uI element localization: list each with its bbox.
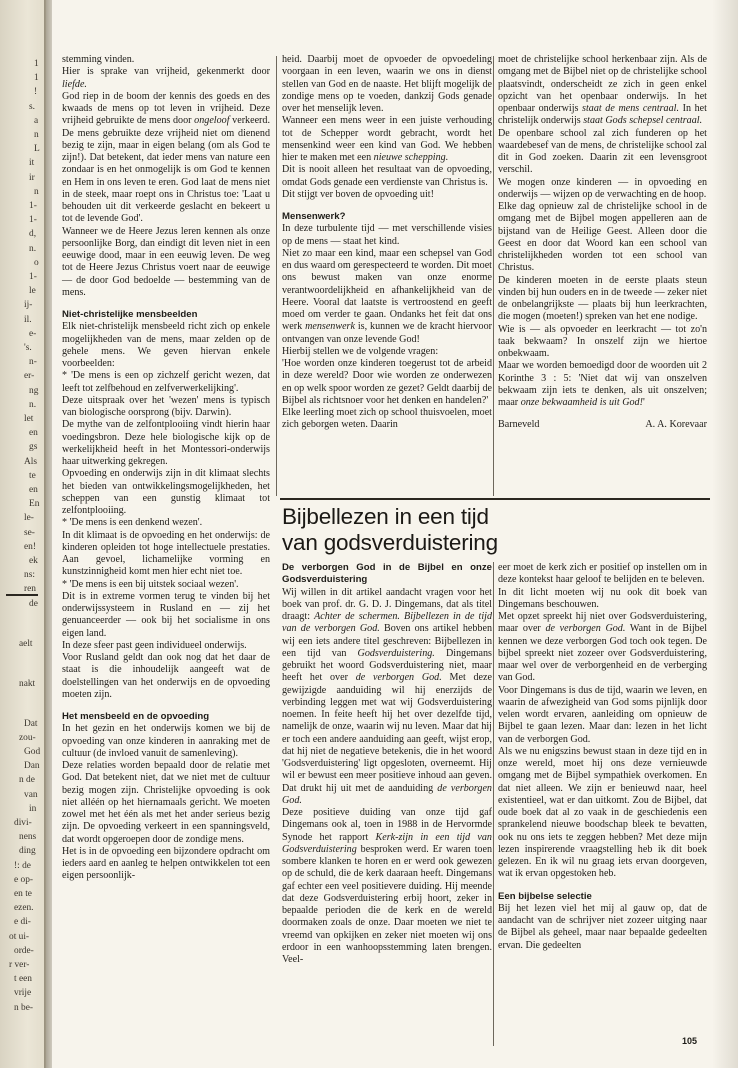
column-divider — [493, 56, 494, 496]
section-heading: Het mensbeeld en de opvoeding — [62, 711, 210, 722]
facing-page-fragment: En — [29, 499, 40, 510]
section-heading: Niet-christelijke mensbeelden — [62, 309, 198, 320]
paragraph: Dit stijgt ver boven de opvoeding uit! — [282, 188, 434, 200]
facing-page-fragment: divi- — [14, 818, 32, 828]
paragraph: De kinderen moeten in de eerste plaats steun vinden bij hun ouders en in de tweede — zeker niet de onbelangrijkste — plaats bij hun leerkrachten, die mogen (moeten!) spreken van het ene nodige. — [498, 274, 707, 323]
paragraph: In het gezin en het onderwijs komen we bij de opvoeding van onze kinderen in aanraking met de cultuur (de invloed vanuit de samenleving). — [62, 723, 270, 759]
facing-page-fragment: te — [29, 470, 36, 481]
facing-page-fragment: se- — [24, 527, 35, 538]
column-1-article-bijbellezen — [282, 562, 492, 966]
facing-page-fragment: nens — [19, 832, 37, 843]
article-headline — [282, 504, 712, 556]
facing-page-fragment: ir — [29, 172, 35, 183]
facing-page-fragment: a — [34, 115, 39, 126]
paragraph: Elk niet-christelijk mensbeeld richt zich op enkele mogelijkheden van de mens, maar zelden op de gehele mens. We geven hiervan enkele voorbeelden: — [62, 321, 270, 369]
page-edge-shading — [712, 0, 738, 1068]
facing-page-fragment: de — [29, 598, 38, 609]
headline-line-2: van godsverduistering — [282, 530, 498, 555]
facing-page-fragment: Dan — [24, 761, 40, 772]
facing-page-fragment: e op- — [14, 874, 34, 885]
paragraph: We mogen onze kinderen — in opvoeding en onderwijs — wijzen op de verwachting en de hoop. — [498, 176, 707, 200]
paragraph: In dit klimaat is de opvoeding en het onderwijs: de kinderen opleiden tot hoge intellectuele prestaties. Aan gevoel, lichamelijke vorming en kunstzinnigheid komt men hier echt niet toe. — [62, 529, 270, 578]
facing-page-fragment: gs — [29, 442, 38, 453]
paragraph: Wanneer een mens weer in een juiste verhouding tot de Schepper wordt gebracht, wordt het mensenkind weer een kind van God. We hebben hier te maken met een nieuwe schepping. — [282, 115, 492, 163]
magazine-page — [52, 0, 738, 1068]
paragraph: In deze turbulente tijd — met verschillende visies op de mens — staat het kind. — [282, 223, 492, 247]
paragraph: Wie is — als opvoeder en leerkracht — tot zo'n taak bekwaam? In onszelf zijn we hiertoe onbekwaam. — [498, 323, 707, 359]
paragraph: * 'De mens is een denkend wezen'. — [62, 517, 203, 529]
paragraph: Deze relaties worden bepaald door de relatie met God. Dat betekent niet, dat we niet met de cultuur bezig mogen zijn. Christelijke opvoeding is ook niet alléén op het hiernamaals gericht. We moeten zowel met het één als met het ander serieus bezig zijn. De opvoeding verkeert in een spanningsveld, dat wordt opgeroepen door de zondige mens. — [62, 760, 270, 845]
paragraph: Opvoeding en onderwijs zijn in dit klimaat slechts het bieden van ontwikkelingsmogelijkheden, het scheppen van een gunstig klimaat tot zelfontplooiing. — [62, 468, 270, 516]
column-divider — [493, 562, 494, 1046]
paragraph: Wanneer we de Heere Jezus leren kennen als onze persoonlijke Borg, dan eindigt dit leven niet in een eeuwige dood, maar in een eeuwig leven. De weg tot de Heere Jezus Christus voert naar de eeuwige — de door God bedoelde — bestemming van de mens. — [62, 225, 270, 298]
facing-page-fragment: 1 — [34, 73, 39, 84]
facing-page-fragment: God — [24, 747, 41, 757]
facing-page-fragment: le — [29, 286, 36, 297]
facing-page-fragment: 1- — [29, 215, 37, 226]
column-divider — [276, 56, 277, 496]
page-number: 105 — [682, 1036, 698, 1046]
facing-page-fragment: 1- — [29, 272, 37, 282]
facing-page-fragment: n de — [19, 775, 35, 786]
facing-page-fragment: s. — [29, 101, 35, 112]
paragraph: * 'De mens is een bij uitstek sociaal wezen'. — [62, 578, 239, 590]
facing-page-fragment: en — [29, 485, 38, 495]
paragraph: Maar we worden bemoedigd door de woorden uit 2 Korinthe 3 : 5: 'Niet dat wij van onszelven bekwaam zijn iets te denken, als uit onszelven; maar onze bekwaamheid is uit God!' — [498, 360, 707, 408]
paragraph: Niet zo maar een kind, maar een schepsel van God en dus waard om gerespecteerd te worden. Dit moet ons bewust maken van onze enorme verantwoordelijkheid en afhankelijkheid van de Heere. Vooral dat laatste is vertroostend en geeft moed om verder te gaan. Ondanks het feit dat ons werk mensenwerk is, kunnen we de kracht hiervoor ontvangen van onze levende God! — [282, 247, 493, 345]
facing-page-fragment: it — [29, 158, 35, 169]
facing-page-fragment: orde- — [14, 945, 34, 956]
facing-page-fragment: ij- — [24, 300, 33, 311]
facing-page-fragment: e- — [29, 328, 37, 339]
paragraph: Voor Dingemans is dus de tijd, waarin we leven, en waarin de afwezigheid van God soms pijnlijk door velen wordt ervaren, aanleiding om opnieuw de Bijbel te gaan lezen. Maar dan: lezen in het licht van de verborgen God. — [498, 684, 707, 745]
adjacent-page-edge — [0, 0, 46, 1068]
facing-page-fragment: van — [24, 789, 38, 800]
facing-page-fragment: en! — [24, 541, 36, 552]
facing-page-fragment: n — [34, 186, 39, 197]
paragraph: Elke leerling moet zich op school thuisvoelen, moet zich geborgen weten. Daarin — [282, 407, 492, 431]
facing-page-fragment: ! — [34, 87, 38, 98]
facing-page-fragment: ek — [29, 556, 38, 566]
paragraph: God riep in de boom der kennis des goeds en des kwaads de mens op tot leven in vrijheid. Deze vrijheid gebruikte de mens door ongeloof verkeerd. De mens gebruikte deze vrijheid niet om dienend bezig te zijn, maar in eigen belang (om als God te zijn!). Dat betekent, dat ieder mens van nature een zondaar is en het onmogelijk is om God te kennen en Hem in ons leven te eren. God laat de mens niet in de steek, maar roept ons in Christus toe: 'Laat u behouden uit dit verkeerde geslacht en bekeert u tot de levende God'. — [62, 90, 270, 225]
headline-line-1: Bijbellezen in een tijd — [282, 504, 489, 529]
facing-page-fragment: 's. — [24, 343, 32, 353]
paragraph: eer moet de kerk zich er positief op instellen om in deze kontekst haar geloof te belijden en te beleven. — [498, 562, 707, 586]
facing-page-fragment: ns: — [24, 570, 35, 581]
paragraph: Dit is nooit alleen het resultaat van de opvoeding, omdat Gods genade een verdienste van Christus is. — [282, 164, 492, 188]
paragraph: Deze uitspraak over het 'wezen' mens is typisch van biologische oorsprong (bijv. Darwin). — [62, 394, 270, 418]
paragraph: De mythe van de zelfontplooiing vindt hierin haar voedingsbron. Deze hele biologische kijk op de werkelijkheid heeft in het Montessori-onderwijs haar uitwerking gekregen. — [62, 419, 270, 467]
facing-page-fragment: n — [34, 130, 39, 140]
paragraph: In deze sfeer past geen individueel onderwijs. — [62, 639, 247, 651]
facing-page-fragment: ot ui- — [9, 931, 30, 942]
signature-author: A. A. Korevaar — [645, 419, 707, 431]
facing-page-fragment: d, — [29, 229, 37, 240]
section-heading: Een bijbelse selectie — [498, 890, 592, 902]
facing-page-fragment: en — [29, 428, 38, 439]
paragraph: In dit licht moeten wij nu ook dit boek van Dingemans beschouwen. — [498, 586, 707, 610]
paragraph: Het is in de opvoeding een bijzondere opdracht om ieders aard en aanleg te helpen ontwikkelen tot een eigen persoonlijk- — [62, 845, 270, 882]
paragraph: Elke dag opnieuw zal de christelijke school in de omgang met de Bijbel mogen appelleren aan de bijstand van de Heilige Geest. Alleen door die Geest en door dat Woord kan een school van christelijkheden worden tot een school van Christus. — [498, 201, 707, 274]
facing-page-fragment: n be- — [14, 1002, 34, 1013]
facing-page-fragment: n- — [29, 357, 37, 368]
facing-page-fragment: e di- — [14, 917, 31, 928]
facing-page-fragment: er- — [24, 371, 35, 382]
paragraph: moet de christelijke school herkenbaar zijn. Als de omgang met de Bijbel niet op de christelijke school plaatsvindt, onderscheidt ze zich in geen enkel opzicht van het openbaar onderwijs. In het openbaar onderwijs staat de mens centraal. In het christelijk onderwijs staat Gods schepsel centraal. — [498, 54, 707, 127]
facing-page-fragment: let — [24, 414, 34, 424]
facing-page-fragment: n. — [29, 399, 37, 410]
column-1-article-mensbeeld — [62, 54, 270, 883]
facing-page-fragment: ding — [19, 846, 36, 857]
author-signature — [498, 419, 707, 431]
paragraph: Wij willen in dit artikel aandacht vragen voor het boek van prof. dr. G. D. J. Dingemans, dat als titel draagt: Achter de schermen. Bijbellezen in de tijd van de verborgen God. Boven ons artikel hebben wij een iets andere titel geschreven: Bijbellezen in een tijd van Godsverduistering. Dingemans gebruikt het woord Godsverduistering niet, maar heeft het over de verborgen God. Met deze gewijzigde aanduiding wil hij enerzijds de verbinding leggen met wat wij Godsverduistering noemen. In feite heeft hij het over dezelfde tijd, namelijk de onze, waarin wij nu leven. Maar dat hij er toch een andere aanduiding aan geeft, wijst erop, dat hij niet de negatieve betekenis, die in het woord 'Godsverduistering' ligt opgesloten, overneemt. Hij wil er bewust een meer positieve inhoud aan geven. Dat drukt hij uit met de aanduiding de verborgen God. — [282, 586, 492, 806]
paragraph: Hier is sprake van vrijheid, gekenmerkt door liefde. — [62, 66, 270, 90]
facing-page-fragment: zou- — [19, 732, 36, 743]
facing-page-fragment: o — [34, 257, 39, 268]
facing-page-fragment: le- — [24, 513, 34, 524]
paragraph: De openbare school zal zich funderen op het waardebesef van de mens, de christelijke school zal dit in God zoeken. Daarin zit een levensgroot verschil. — [498, 127, 707, 176]
facing-page-fragment: il. — [24, 314, 32, 325]
paragraph: 'Hoe worden onze kinderen toegerust tot de arbeid in deze wereld? Door wie worden ze onderwezen en op welk spoor worden ze gezet? Geldt daarbij de Bijbel als richtsnoer voor het denken en handelen?' — [282, 358, 492, 406]
paragraph: Hierbij stellen we de volgende vragen: — [282, 345, 439, 357]
paragraph: heid. Daarbij moet de opvoeder de opvoedeling voorgaan in een leven, waarin we ons in dienst stellen van God en de naaste. Het blijft mogelijk de zondige mens op te voeden, dankzij Gods genade over het menselijk leven. — [282, 54, 492, 114]
facing-page-fragment: nakt — [19, 678, 36, 689]
article-separator-rule — [280, 498, 710, 500]
facing-page-fragment: Als — [24, 456, 38, 467]
facing-page-fragment: in — [29, 803, 37, 814]
facing-page-fragment: en te — [14, 889, 32, 899]
column-2-article-mensbeeld — [282, 54, 492, 432]
facing-page-fragment: aelt — [19, 638, 33, 649]
column-3-article-mensbeeld — [498, 54, 707, 432]
facing-page-fragment: 1- — [29, 201, 37, 211]
facing-page-fragment: L — [34, 144, 40, 155]
signature-place: Barneveld — [498, 419, 540, 431]
paragraph: Bij het lezen viel het mij al gauw op, dat de aandacht van de schrijver niet zozeer uitging naar de Bijbel als geheel, maar naar bepaalde gedeelten ervan. Die gedeelten — [498, 902, 707, 951]
column-2-article-bijbellezen — [498, 562, 707, 952]
facing-page-fragment: ng — [29, 385, 39, 396]
paragraph: stemming vinden. — [62, 54, 135, 65]
paragraph: Deze positieve duiding van onze tijd gaf Dingemans ook al, toen in 1988 in de Hervormde Synode het rapport Kerk-zijn in een tijd van Godsverduistering besproken werd. Er waren toen sombere klanken te horen en er werd ook gewezen op de schuld, die de kerk daaraan heeft. Dingemans gaf echter een veel positievere duiding. Hij meende dat deze Godsverduistering erbij hoort, zeker in bepaalde perioden die de kerk en de wereld doormaken zoals de onze. Daar moeten we niet te vreemd van opkijken en zeker niet moeten wij ons erdoor in een wanhoopsstemming laten brengen. Veel- — [282, 807, 492, 965]
facing-page-fragment: ezen. — [14, 903, 34, 914]
paragraph: Als we nu enigszins bewust staan in deze tijd en in onze wereld, moet hij ons deze vernieuwde omgang met de Bijbel sympathiek overkomen. En dat niet alleen. We zijn er benieuwd naar, heel existentieel, wat er dan uitkomt. Zou de Bijbel, dat oude boek dat al zo vaak in de geschiedenis een sprankelend nieuwe boodschap bleek te bevatten, ook nu ons iets te zeggen hebben? Met deze mijn lezen inspirerende vraagstelling heb ik dit boek gelezen. En ik wil nu graag iets ervan doorgeven, wat ik ervan opgestoken heb. — [498, 745, 707, 880]
paragraph: Met opzet spreekt hij niet over Godsverduistering, maar over de verborgen God. Want in de Bijbel kennen we deze verborgen God toch ook tegen. De bijbel spreekt niet zozeer over Godsverduistering, maar wel over de verborgenheid en de verberging van God. — [498, 611, 708, 684]
paragraph: * 'De mens is een op zichzelf gericht wezen, dat leeft tot zelfbehoud en zelfverwerkelijking'. — [62, 370, 270, 394]
facing-page-fragment: vrije — [14, 988, 32, 999]
facing-page-fragment: ren — [24, 584, 36, 595]
paragraph: Voor Rusland geldt dan ook nog dat het daar de staat is die inhoudelijk aangeeft wat de doelstellingen van het onderwijs en de opvoeding moeten zijn. — [62, 652, 270, 700]
facing-page-fragment: n. — [29, 243, 37, 254]
facing-page-fragment: t een — [14, 974, 32, 985]
facing-page-fragment: r ver- — [9, 960, 30, 970]
facing-page-fragment: 1 — [34, 59, 39, 69]
facing-page-rule — [6, 594, 38, 596]
paragraph: Dit is in extreme vormen terug te vinden bij het onderwijssysteem in Rusland en — zij het genuanceerder — ook bij het socialisme in ons eigen land. — [62, 590, 270, 639]
facing-page-fragment: Dat — [24, 718, 38, 729]
section-heading: De verborgen God in de Bijbel en onze Godsverduistering — [282, 562, 492, 586]
facing-page-fragment: !: de — [14, 860, 31, 871]
section-heading: Mensenwerk? — [282, 211, 346, 222]
